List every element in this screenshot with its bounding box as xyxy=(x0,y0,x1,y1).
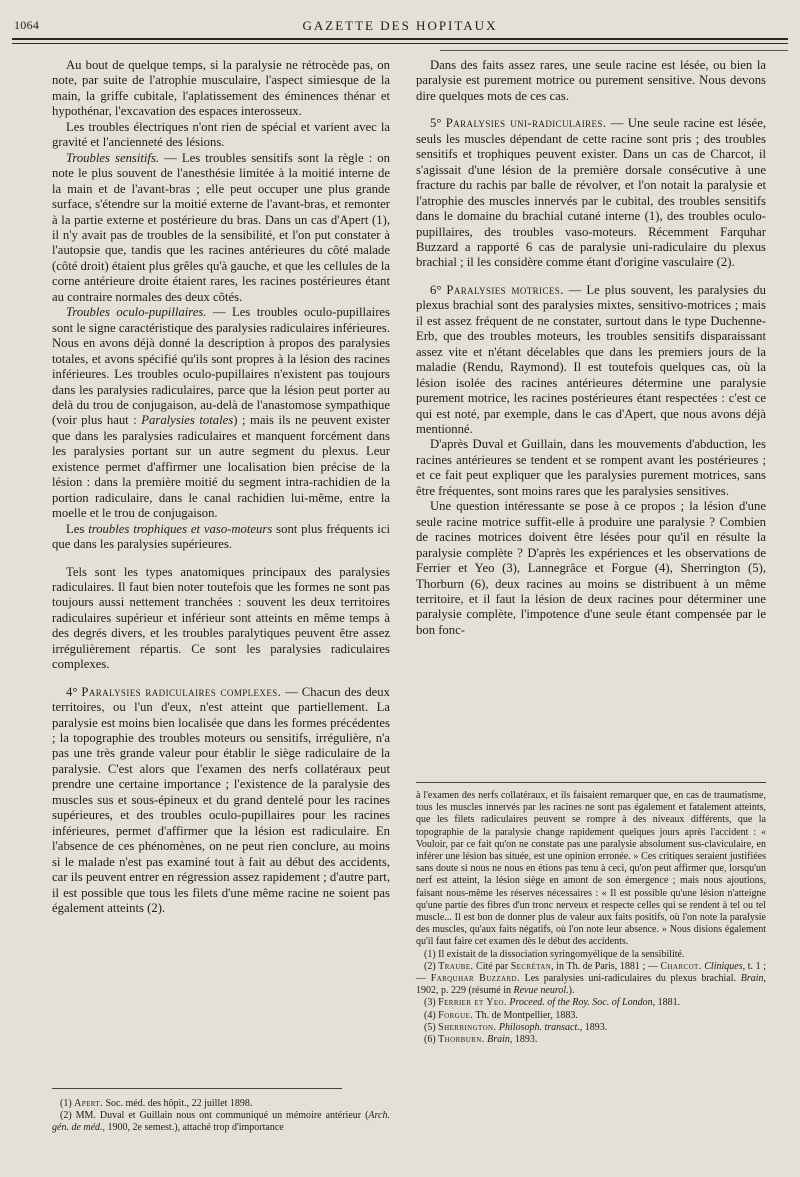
left-column xyxy=(52,58,390,916)
footnote-4-right: (4) Forgue. Th. de Montpellier, 1883. xyxy=(424,1009,578,1021)
header-rule-thin xyxy=(12,43,788,44)
paragraph-sensory: Troubles sensitifs. — Les troubles sensitifs sont la règle : on note le plus souvent de l'anesthésie limitée à la moitié interne de la main et de l'avant-bras ; elle peut occuper une plus grande surface, s'étendre sur la moitié externe de l'avant-bras, et remonter à la partie externe et postérieure du bras. Dans un cas d'Apert (1), il n'y avait pas de troubles de la sensibilité, et l'on put constater à l'autopsie que, tandis que les racines antérieures du côté malade (côté droit) étaient plus grêles qu'à gauche, et que les cellules de la corne antérieure droite étaient rares, les racines postérieures étant au contraire normales des deux côtés. xyxy=(52,150,391,304)
right-column xyxy=(416,58,766,638)
paragraph-duval: D'après Duval et Guillain, dans les mouvements d'abduction, les racines antérieures se tendent et se rompent avant les postérieures ; et ce fait peut expliquer que les paralysies purement motrices, sans être fréquentes, sont moins rares que les paralysies sensitives. xyxy=(416,437,766,498)
heading-complex: Paralysies radiculaires complexes. xyxy=(81,684,282,699)
paragraph-types: Tels sont les types anatomiques principaux des paralysies radiculaires. Il faut bien noter toutefois que les formes ne sont pas toujours aussi nettement tranchées : souvent les deux territoires radiculaires supérieur et inférieur sont atteints en même temps à des degrés divers, et les troubles paralytiques peuvent être assez irrégulièrement répartis. Ce sont les paralysies radiculaires complexes. xyxy=(52,564,390,672)
header-rule-right xyxy=(440,50,788,51)
paragraph-trophic: Les troubles trophiques et vaso-moteurs sont plus fréquents ici que dans les paralysies supérieures. xyxy=(52,521,390,552)
footnote-5-right: (5) Sherrington. Philosoph. transact., 1893. xyxy=(424,1021,608,1033)
paragraph-electric: Les troubles électriques n'ont rien de spécial et varient avec la gravité et l'ancienneté des lésions. xyxy=(52,119,390,150)
header-rule-thick xyxy=(12,38,788,40)
running-title: GAZETTE DES HOPITAUX xyxy=(302,18,498,33)
footnote-rule-right xyxy=(416,782,766,783)
footnote-continuation: à l'examen des nerfs collatéraux, et ils faisaient remarquer que, en cas de traumatisme, tous les muscles innervés par les racines ne sont pas également et fatalement atteints, que les filets radiculaires peuvent se rompre à des niveaux différents, que la topographie de la paralysie change rapidement quelques jours après l'accident : « Vouloir, par ce fait qu'on ne constate pas une paralysie absolument sus-claviculaire, en inférer une lésion bas située, est une opinion erronée. » Ces critiques seraient justifiées sans doute si nous ne nous en étions pas tenu à ceci, qu'on peut affirmer que, lorsqu'un nerf est atteint, la lésion siège en amont de son émergence ; mais nous ajoutions, faisant nous-même les réserves nécessaires : « Il est possible qu'une lésion n'atteigne qu'une partie des fibres d'un tronc nerveux et respecte celles qui se rendent à tel ou tel muscle... Il est bon de donner plus de valeur aux faits positifs, où l'on note la paralysie des muscles, qu'aux faits négatifs, où l'on note leur absence. » Nous disions également qu'il faut faire cet examen dès le début des accidents. xyxy=(416,790,766,948)
heading-motor: Paralysies motrices. xyxy=(446,282,564,297)
footnote-3-right: (3) Ferrier et Yeo. Proceed. of the Roy. Soc. of London, 1881. xyxy=(424,997,681,1009)
footnote-2-left: (2) MM. Duval et Guillain nous ont communiqué un mémoire antérieur (Arch. gén. de méd., 1900, 2e semest.), attaché trop d'importance xyxy=(52,1110,390,1134)
heading-uniradicular: Paralysies uni-radiculaires. xyxy=(445,116,607,131)
footnote-2-right: (2) Traube. Cité par Secrétan, in Th. de Paris, 1881 ; — Charcot. Cliniques, t. 1 ; — Farquhar Buzzard. Les paralysies uni-radiculaires du plexus brachial. Brain, 1902, p. 229 (résumé in Revue neurol.). xyxy=(416,960,766,997)
paragraph-atrophy: Au bout de quelque temps, si la paralysie ne rétrocède pas, on note, par suite de l'atrophie musculaire, l'aspect simiesque de la main, la griffe cubitale, l'aplatissement des éminences thénar et hypothénar, l'excavation des espaces interosseux. xyxy=(52,58,390,119)
footnote-rule-left xyxy=(52,1088,342,1089)
footnotes-right xyxy=(416,790,766,1046)
footnote-1-right: (1) Il existait de la dissociation syringomyélique de la sensibilité. xyxy=(424,948,685,960)
paragraph-rare-cases: Dans des faits assez rares, une seule racine est lésée, ou bien la paralysie est purement motrice ou purement sensitive. Nous devons dire quelques mots de ces cas. xyxy=(416,58,766,103)
heading-oculo: Troubles oculo-pupillaires. xyxy=(66,305,207,320)
footnote-1-left: (1) Apert. Soc. méd. des hôpit., 22 juillet 1898. xyxy=(60,1098,253,1109)
paragraph-complex: 4° Paralysies radiculaires complexes. — Chacun des deux territoires, ou l'un d'eux, n'est atteint que partiellement. La paralysie est moins bien localisée que dans les formes précédentes ; la topographie des troubles moteurs ou sensitifs, irrégulière, n'a pas une très grande valeur pour établir le siège radiculaire de la paralysie. C'est alors que l'examen des nerfs collatéraux peut prendre une certaine importance ; l'existence de la paralysie des muscles sus et sous-épineux et du grand dentelé pour les racines supérieures, et des troubles oculo-pupillaires pour les racines inférieures, permet d'affirmer que la lésion est radiculaire. En l'absence de ces phénomènes, on ne peut rien conclure, au moins si le malade n'est pas examiné tout à fait au début des accidents, car ils peuvent entrer en régression assez rapidement ; d'autre part, il est possible que tous les filets d'une même racine ne soient pas également atteints (2). xyxy=(52,684,390,916)
paragraph-oculo: Troubles oculo-pupillaires. — Les troubles oculo-pupillaires sont le signe caractéristique des paralysies radiculaires inférieures. Nous en avons déjà donné la description à propos des paralysies totales, et avons spécifié qu'ils sont propres à la lésion des racines inférieures. Les troubles oculo-pupillaires n'existent pas toujours dans les paralysies radiculaires, parce que la lésion peut porter au delà du trou de conjugaison, au-delà de l'anastomose sympathique (voir plus haut : Paralysies totales) ; mais ils ne peuvent exister que dans les paralysies radiculaires et manquent forcément dans les paralysies portant sur un autre segment du plexus. Leur existence permet d'affirmer une localisation bien précise de la lésion : dans la première moitié du segment intra-rachidien de la portion radiculaire, dans le canal rachidien lui-même, entre la moelle et le trou de conjugaison. xyxy=(52,305,390,521)
footnotes-left xyxy=(52,1098,390,1135)
paragraph-question: Une question intéressante se pose à ce propos ; la lésion d'une seule racine motrice suffit-elle à produire une paralysie ? Combien de racines motrices doivent être lésées pour qu'il en résulte la paralysie complète ? D'après les expériences et les observations de Ferrier et Yeo (3), Lannegrâce et Forgue (4), Sherrington (5), Thorburn (6), deux racines au moins se distribuent à un même territoire, et il faut la lésion de deux racines pour déterminer une paralysie complète, l'impotence d'une seule étant compensée par le bon fonc- xyxy=(416,499,766,637)
paragraph-motor: 6° Paralysies motrices. — Le plus souvent, les paralysies du plexus brachial sont des paralysies mixtes, sensitivo-motrices ; mais il est assez fréquent de ne constater, surtout dans le type Duchenne-Erb, que des troubles moteurs, les troubles sensitifs disparaissant assez vite et n'étant décelables que dans les premiers jours de la maladie (Rendu, Raymond). Il est toutefois quelques cas, où la lésion isolée des racines antérieures détermine une paralysie purement motrice, les racines postérieures étant respectées : c'est ce qui est noté, par exemple, dans le cas d'Apert, que nous avons déjà mentionné. xyxy=(416,282,766,436)
paragraph-uniradicular: 5° Paralysies uni-radiculaires. — Une seule racine est lésée, seuls les muscles dépendant de cette racine sont pris ; des troubles sensitifs et trophiques peuvent exister. Dans un cas de Charcot, il s'agissait d'une lésion de la première dorsale consécutive à une fracture du rachis par balle de révolver, et l'on notait la paralysie et l'atrophie des muscles innervés par le cubital, des troubles sensitifs dans le domaine du brachial cutané interne (1), des troubles oculo-pupillaires, des troubles vaso-moteurs. Récemment Farquhar Buzzard a rapporté 6 cas de paralysie uni-radiculaire du plexus brachial ; il les considère comme étant d'origine vasculaire (2). xyxy=(416,116,766,270)
heading-sensory: Troubles sensitifs. xyxy=(66,150,160,165)
footnote-6-right: (6) Thorburn. Brain, 1893. xyxy=(424,1034,538,1046)
page-number: 1064 xyxy=(14,18,40,32)
